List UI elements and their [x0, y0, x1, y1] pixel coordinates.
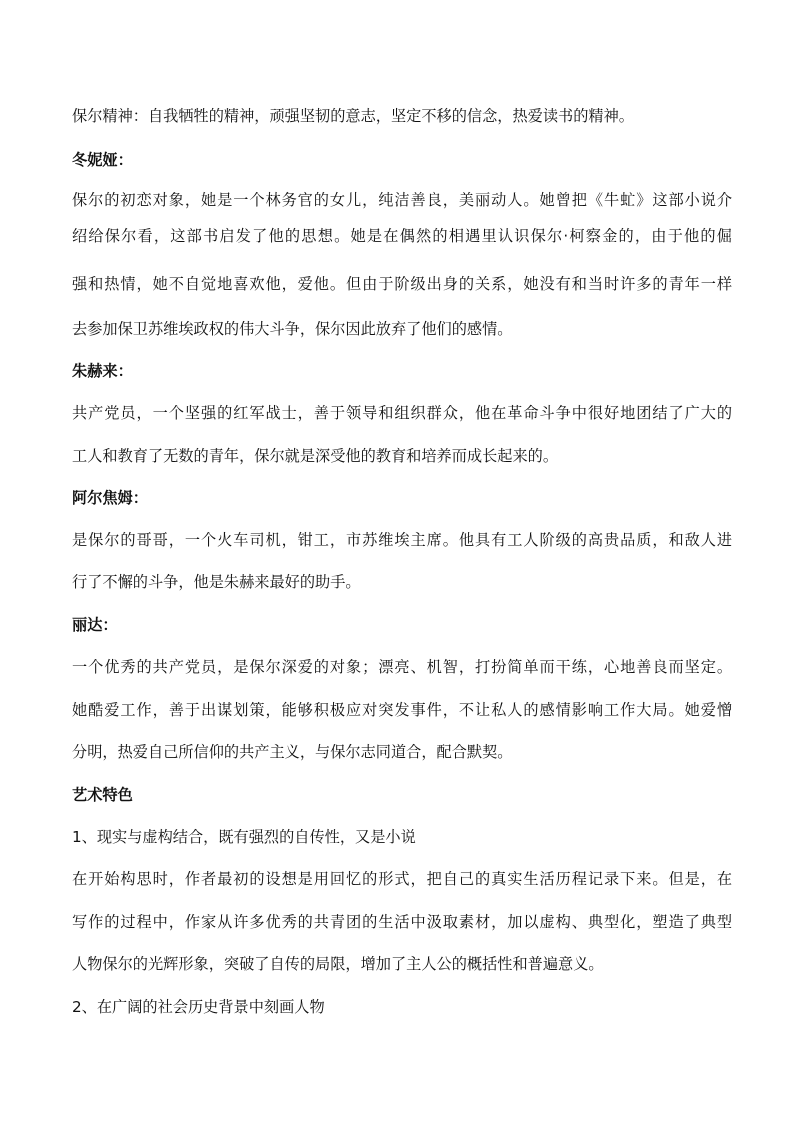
paul-spirit-line: 保尔精神：自我牺牲的精神，顽强坚韧的意志，坚定不移的信念，热爱读书的精神。: [72, 107, 634, 125]
subheading-2: 2、在广阔的社会历史背景中刻画人物: [72, 998, 325, 1016]
paragraph-line: 写作的过程中，作家从许多优秀的共青团的生活中汲取素材，加以虚构、典型化，塑造了典型: [72, 913, 732, 931]
paragraph-line: 是保尔的哥哥，一个火车司机，钳工，市苏维埃主席。他具有工人阶级的高贵品质，和敌人进: [72, 531, 732, 549]
paragraph-line: 共产党员，一个坚强的红军战士，善于领导和组织群众，他在革命斗争中很好地团结了广大的: [72, 404, 732, 422]
heading-artistic-features: 艺术特色: [72, 786, 133, 804]
paragraph-line: 去参加保卫苏维埃政权的伟大斗争，保尔因此放弃了他们的感情。: [72, 320, 513, 338]
heading-tonya: 冬妮娅：: [72, 151, 133, 169]
heading-rita: 丽达：: [72, 616, 118, 634]
paragraph-line: 在开始构思时，作者最初的设想是用回忆的形式，把自己的真实生活历程记录下来。但是，在: [72, 870, 732, 888]
paragraph-line: 工人和教育了无数的青年，保尔就是深受他的教育和培养而成长起来的。: [72, 447, 558, 465]
paragraph-line: 人物保尔的光辉形象，突破了自传的局限，增加了主人公的概括性和普遍意义。: [72, 955, 604, 973]
subheading-1: 1、现实与虚构结合，既有强烈的自传性，又是小说: [72, 828, 416, 846]
heading-zhukhrai: 朱赫来：: [72, 362, 133, 380]
paragraph-line: 绍给保尔看，这部书启发了他的思想。她是在偶然的相遇里认识保尔·柯察金的，由于他的倔: [72, 227, 732, 245]
paragraph-line: 行了不懈的斗争，他是朱赫来最好的助手。: [72, 573, 361, 591]
paragraph-line: 她酷爱工作，善于出谋划策，能够积极应对突发事件，不让私人的感情影响工作大局。她爱憎: [72, 701, 732, 719]
paragraph-line: 强和热情，她不自觉地喜欢他，爱他。但由于阶级出身的关系，她没有和当时许多的青年一样: [72, 275, 732, 293]
paragraph-line: 一个优秀的共产党员，是保尔深爱的对象；漂亮、机智，打扮简单而干练，心地善良而坚定。: [72, 658, 732, 676]
paragraph-line: 保尔的初恋对象，她是一个林务官的女儿，纯洁善良，美丽动人。她曾把《牛虻》这部小说介: [72, 191, 732, 209]
paragraph-line: 分明，热爱自己所信仰的共产主义，与保尔志同道合，配合默契。: [72, 743, 513, 761]
heading-artem: 阿尔焦姆：: [72, 489, 148, 507]
